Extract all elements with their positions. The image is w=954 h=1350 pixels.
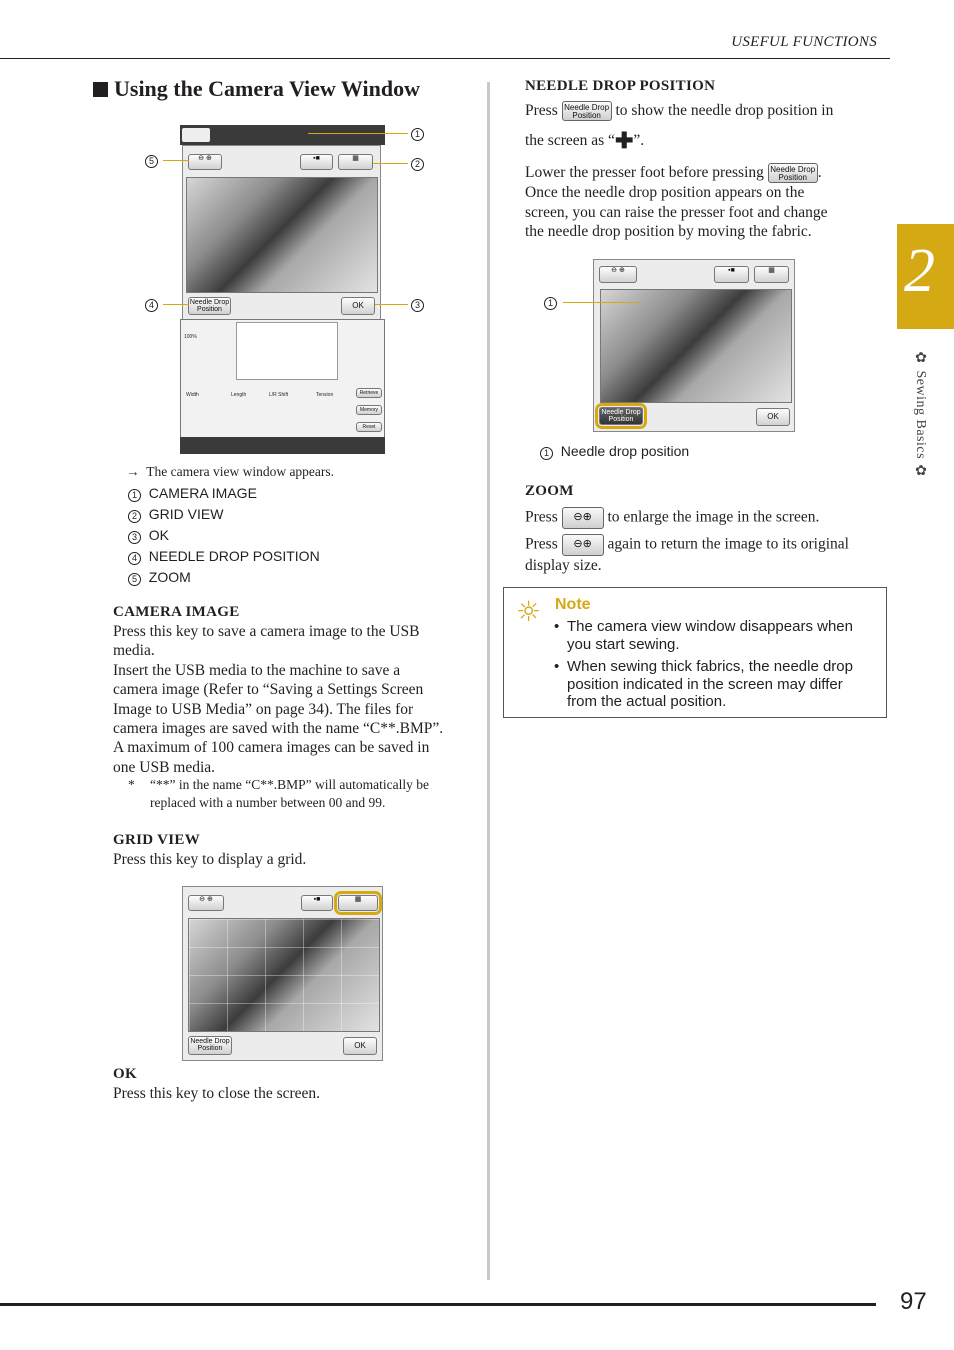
note-box: [503, 587, 887, 718]
lr-shift-label: L/R Shift: [269, 392, 289, 398]
needle-drop-caption: 1 Needle drop position: [540, 443, 689, 460]
camera-image: [186, 177, 378, 293]
needle-drop-key-icon: Needle Drop Position: [768, 163, 818, 183]
camera-image-button[interactable]: ▪■: [714, 266, 749, 283]
footer-rule: [0, 1303, 876, 1306]
callout-2-leader: [373, 163, 408, 164]
note-item: •: [554, 618, 560, 635]
note-item-2-text: When sewing thick fabrics, the needle drop position indicated in the screen may differ from the actual position.: [567, 658, 853, 710]
footnote-mark: *: [128, 777, 135, 792]
callout-1: 1: [411, 126, 424, 141]
footnote-text: “**” in the name “C**.BMP” will automatically be replaced with a number between 00 and 99.: [150, 777, 429, 810]
callout-5-leader: [163, 160, 189, 161]
callout-3-leader: [375, 304, 408, 305]
legend-item: 4 NEEDLE DROP POSITION: [128, 548, 320, 569]
ok-text: Press this key to close the screen.: [113, 1085, 321, 1102]
note-item: •: [554, 658, 560, 675]
needle-drop-position-button[interactable]: Needle Drop Position: [188, 1036, 232, 1055]
callout-4-leader: [163, 304, 189, 305]
section-title: Using the Camera View Window: [93, 76, 420, 102]
square-bullet-icon: [93, 82, 108, 97]
callout-2: 2: [411, 156, 424, 171]
grid-view-button[interactable]: ▦: [338, 154, 373, 170]
screen-tab-bar: [180, 125, 385, 145]
camera-image-heading: CAMERA IMAGE: [113, 604, 240, 620]
needle-drop-para-1: Press Needle Drop Position to show the needle drop position in: [525, 102, 834, 121]
retrieve-button[interactable]: Retrieve: [356, 388, 382, 398]
ok-button[interactable]: OK: [343, 1037, 377, 1055]
zoom-para-2: Press ⊖⊕ again to return the image to its original display size.: [525, 535, 849, 574]
needle-drop-key-icon: Needle Drop Position: [562, 101, 612, 121]
callout-needle-drop-leader: [563, 302, 639, 303]
camera-image: [600, 289, 792, 403]
zoom-button[interactable]: ⊖ ⊕: [188, 895, 224, 911]
ok-button[interactable]: OK: [341, 297, 375, 315]
camera-image-button[interactable]: ▪■: [300, 154, 333, 170]
result-line: → The camera view window appears.: [126, 464, 335, 479]
zoom-button[interactable]: ⊖ ⊕: [188, 154, 222, 170]
column-divider: [487, 82, 490, 1280]
callout-3: 3: [411, 297, 424, 312]
note-title: Note: [555, 596, 591, 613]
grid-view-text: Press this key to display a grid.: [113, 851, 307, 868]
width-label: Width: [186, 392, 199, 398]
grid-view-screen-figure: [182, 886, 383, 1061]
camera-tab-icon: [182, 128, 210, 142]
callout-needle-drop: 1: [544, 295, 557, 310]
memory-button[interactable]: Memory: [356, 405, 382, 415]
legend-item: 3 OK: [128, 527, 320, 548]
needle-drop-position-button[interactable]: Needle Drop Position: [189, 299, 230, 313]
grid-view-button[interactable]: ▦: [754, 266, 789, 283]
needle-drop-heading: NEEDLE DROP POSITION: [525, 78, 716, 94]
camera-image-text: Press this key to save a camera image to the USB media. Insert the USB media to the machine to save a camera image (Refer to “Saving a Settings Screen Image to USB Media” on page 34). The files for camera images are saved with the name “C**.BMP”. A maximum of 100 camera images can be saved in one USB media.: [113, 623, 444, 776]
camera-image-button[interactable]: ▪■: [301, 895, 333, 911]
ok-heading: OK: [113, 1066, 137, 1082]
note-item-1-text: The camera view window disappears when you start sewing.: [567, 618, 853, 653]
chapter-side-label: ✿ Sewing Basics ✿: [913, 350, 928, 480]
percent-label: 100%: [184, 334, 197, 340]
lightbulb-icon: ☼: [516, 595, 542, 628]
grid-view-heading: GRID VIEW: [113, 832, 201, 848]
reset-button[interactable]: Reset: [356, 422, 382, 432]
zoom-button[interactable]: ⊖ ⊕: [599, 266, 637, 283]
stitch-grid: [236, 322, 338, 380]
needle-drop-screen-figure: [593, 259, 795, 432]
legend-item: 2 GRID VIEW: [128, 506, 320, 527]
length-label: Length: [231, 392, 247, 398]
needle-drop-para-2: Lower the presser foot before pressing Needle Drop Position . Once the needle drop position appears on the screen, you can raise the presser foot and change the needle drop position by moving the fabric.: [525, 164, 828, 241]
zoom-in-key-icon: ⊖⊕: [562, 507, 604, 529]
legend-list: [128, 485, 320, 590]
page-number: 97: [900, 1288, 927, 1315]
grid-view-button-highlighted[interactable]: ▦: [338, 895, 378, 911]
chapter-number: 2: [904, 237, 935, 305]
camera-image-with-grid: [188, 918, 380, 1032]
tension-label: Tension: [316, 392, 334, 398]
needle-drop-position-button-highlighted[interactable]: Needle Drop Position: [599, 407, 643, 425]
zoom-para-1: Press ⊖⊕ to enlarge the image in the screen.: [525, 507, 819, 529]
header-rule: [0, 58, 890, 59]
ok-button[interactable]: OK: [756, 408, 790, 426]
legend-item: 5 ZOOM: [128, 569, 320, 590]
callout-4: 4: [145, 297, 158, 312]
zoom-out-key-icon: ⊖⊕: [562, 534, 604, 556]
running-header: USEFUL FUNCTIONS: [731, 34, 877, 50]
stitch-settings-panel: [180, 319, 385, 454]
callout-5: 5: [145, 153, 158, 168]
machine-screen-figure: [145, 125, 435, 457]
legend-item: 1 CAMERA IMAGE: [128, 485, 320, 506]
callout-1-leader: [308, 133, 408, 134]
zoom-heading: ZOOM: [525, 483, 574, 499]
needle-drop-para-1b: the screen as “✚”.: [525, 128, 645, 153]
crosshair-icon: ✚: [614, 128, 634, 153]
screen-bottom-bar: [180, 437, 385, 454]
